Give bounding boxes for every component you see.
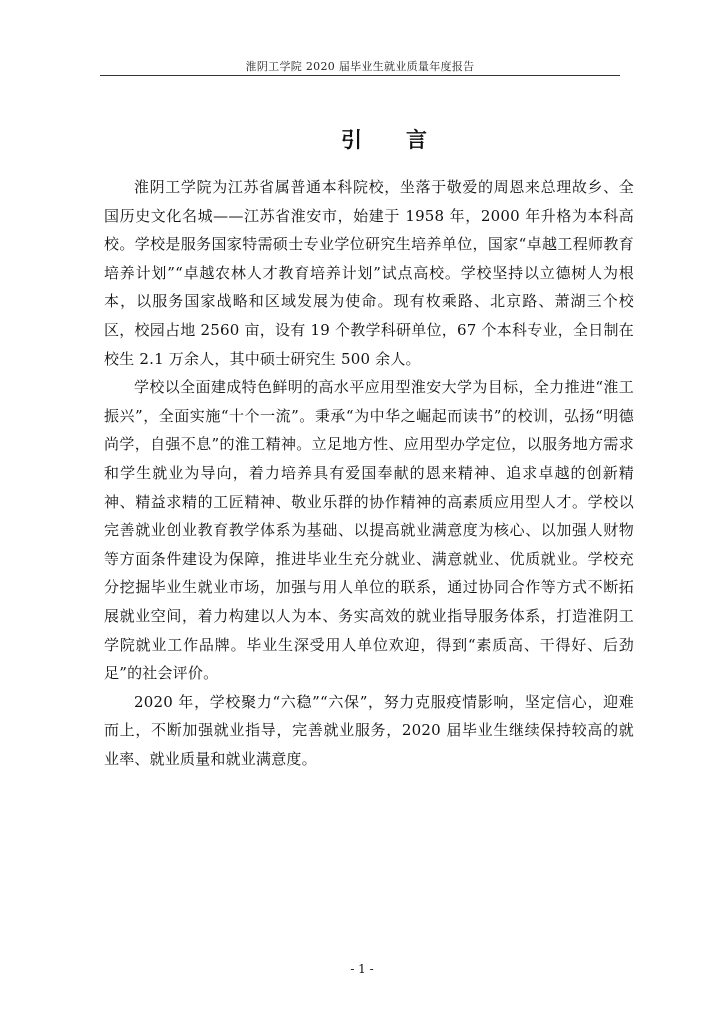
page-number: - 1 -: [350, 962, 374, 976]
paragraph-1: 淮阴工学院为江苏省属普通本科院校，坐落于敬爱的周恩来总理故乡、全国历史文化名城——江苏省淮安市，始建于 1958 年，2000 年升格为本科高校。学校是服务国家特需硕士专业学位研究生培养单位，国家“卓越工程师教育培养计划”“卓越农林人才教育培养计划”试点高校。学校坚持以立德树人为根本，以服务国家战略和区域发展为使命。现有枚乘路、北京路、萧湖三个校区，校园占地 2560 亩，设有 19 个教学科研单位，67 个本科专业，全日制在校生 2.1 万余人，其中硕士研究生 500 余人。: [104, 178, 634, 368]
page-title: 引言: [341, 128, 471, 152]
paragraph-2: 学校以全面建成特色鲜明的高水平应用型淮安大学为目标，全力推进“淮工振兴”，全面实施“十个一流”。秉承“为中华之崛起而读书”的校训，弘扬“明德尚学，自强不息”的淮工精神。立足地方性、应用型办学定位，以服务地方需求和学生就业为导向，着力培养具有爱国奉献的恩来精神、追求卓越的创新精神、精益求精的工匠精神、敬业乐群的协作精神的高素质应用型人才。学校以完善就业创业教育教学体系为基础、以提高就业满意度为核心、以加强人财物等方面条件建设为保障，推进毕业生充分就业、满意就业、优质就业。学校充分挖掘毕业生就业市场，加强与用人单位的联系，通过协同合作等方式不断拓展就业空间，着力构建以人为本、务实高效的就业指导服务体系，打造淮阴工学院就业工作品牌。毕业生深受用人单位欢迎，得到“素质高、干得好、后劲足”的社会评价。: [104, 378, 634, 683]
header-rule: [100, 75, 620, 76]
body-text: [104, 173, 634, 773]
paragraph-3: 2020 年，学校聚力“六稳”“六保”，努力克服疫情影响，坚定信心，迎难而上，不断加强就业指导，完善就业服务，2020 届毕业生继续保持较高的就业率、就业质量和就业满意度。: [104, 692, 634, 768]
running-header: 淮阴工学院 2020 届毕业生就业质量年度报告: [245, 60, 475, 73]
